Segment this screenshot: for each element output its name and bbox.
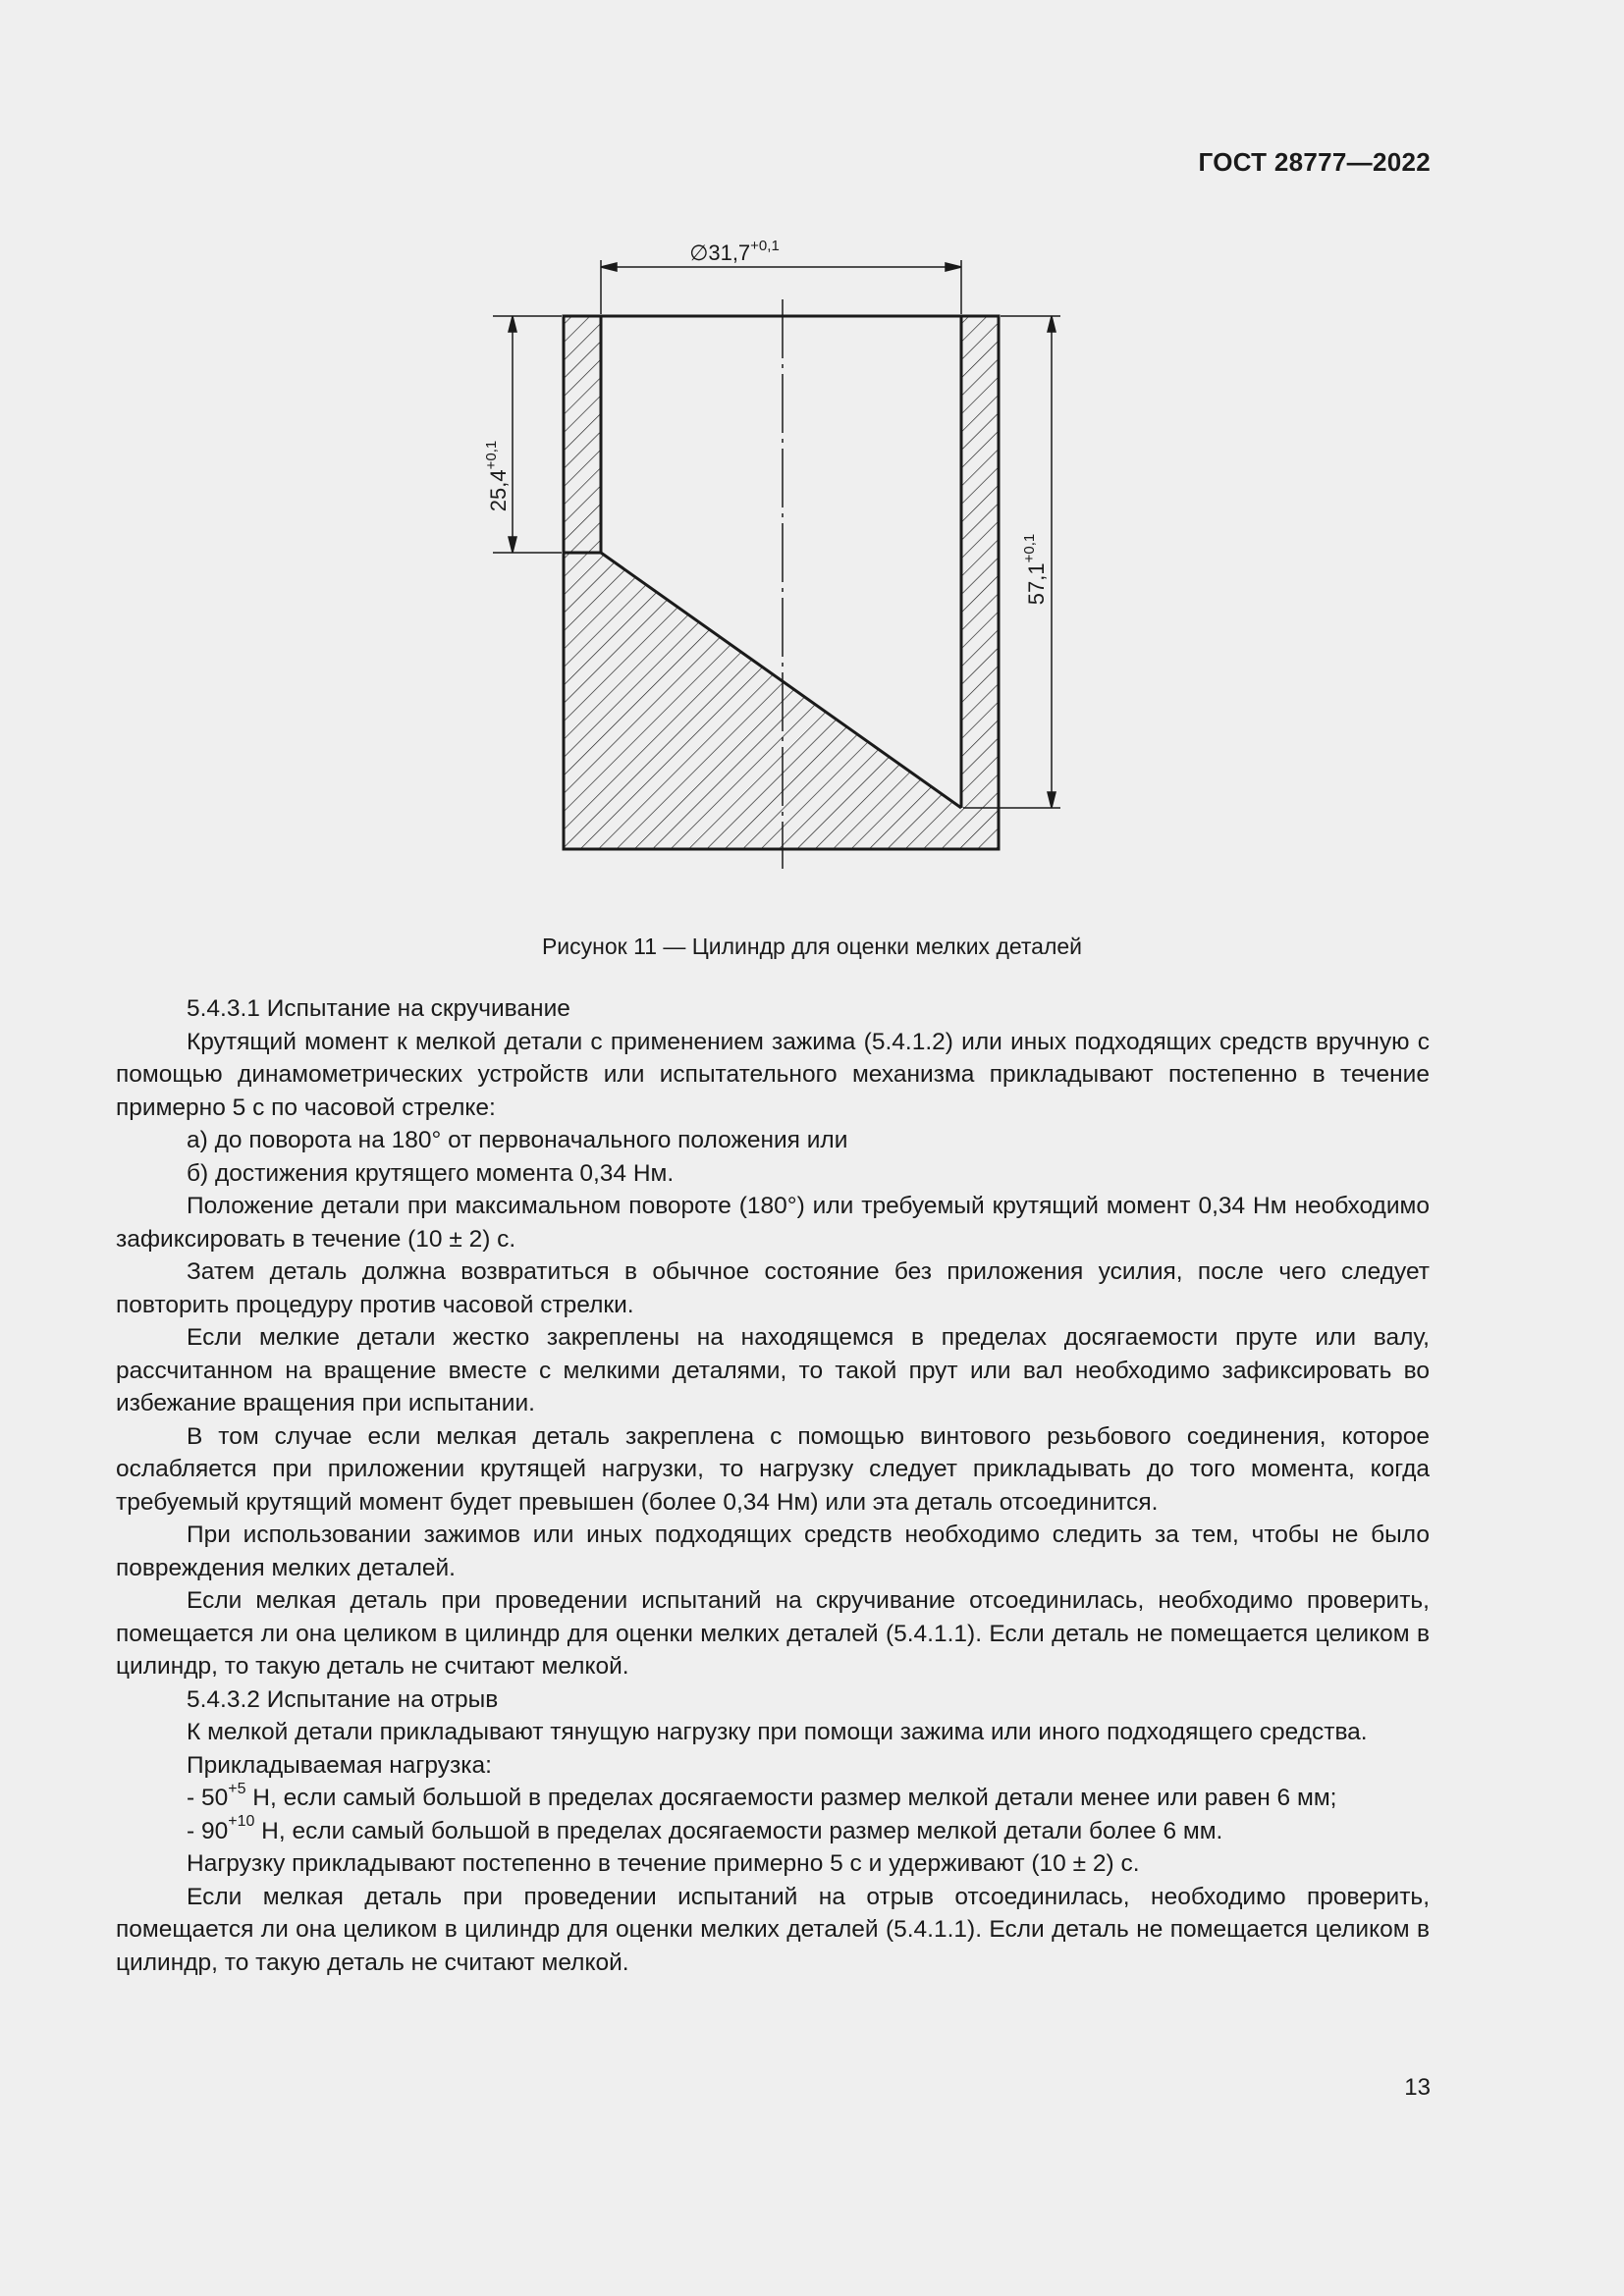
paragraph: Прикладываемая нагрузка: — [187, 1751, 492, 1779]
document-id: ГОСТ 28777—2022 — [1198, 147, 1431, 177]
section-heading-5-4-3-1: 5.4.3.1 Испытание на скручивание — [187, 995, 570, 1022]
dim-left-label: $25,4^{+0,1}$ — [483, 440, 511, 512]
paragraph: Нагрузку прикладывают постепенно в течение примерно 5 с и удерживают (10 ± 2) с. — [187, 1850, 1140, 1877]
load-item-1: - $50^{+5}$ Н, если самый большой в пределах досягаемости размер мелкой детали менее или равен 6 мм; — [187, 1780, 1337, 1811]
paragraph: В том случае если мелкая деталь закреплена с помощью винтового резьбового соединения, которое ослабляется при приложении крутящей нагрузки, то нагрузку следует прикладывать до того момента, когда требуемый крутящий момент будет превышен (более 0,34 Нм) или эта деталь отсоединится. — [116, 1422, 1430, 1516]
list-item-a: а) до поворота на 180° от первоначального положения или — [187, 1127, 848, 1153]
dim-right-label: $57,1^{+0,1}$ — [1021, 533, 1049, 606]
paragraph: Если мелкие детали жестко закреплены на находящемся в пределах досягаемости пруте или валу, рассчитанном на вращение вместе с мелкими деталями, то такой прут или вал необходимо зафиксировать во избежание вращения при испытании. — [116, 1324, 1430, 1416]
paragraph: Если мелкая деталь при проведении испытаний на отрыв отсоединилась, необходимо проверить, помещается ли она целиком в цилиндр для оценки мелких деталей (5.4.1.1). Если деталь не помещается целиком в цилиндр, то такую деталь не считают мелкой. — [116, 1883, 1430, 1976]
paragraph: При использовании зажимов или иных подходящих средств необходимо следить за тем, чтобы не было повреждения мелких деталей. — [116, 1522, 1430, 1581]
paragraph: Крутящий момент к мелкой детали с применением зажима (5.4.1.2) или иных подходящих средств вручную с помощью динамометрических устройств или испытательного механизма прикладывают постепенно в течение примерно 5 с по часовой стрелке: — [116, 1028, 1430, 1121]
page-number: 13 — [1404, 2074, 1431, 2101]
dim-diameter-label: $\emptyset 31,7^{+0,1}$ — [689, 238, 780, 265]
right-wall — [564, 316, 999, 849]
body-text — [116, 992, 1430, 1979]
cylinder-drawing — [432, 221, 1060, 879]
paragraph: К мелкой детали прикладывают тянущую нагрузку при помощи зажима или иного подходящего средства. — [187, 1719, 1368, 1745]
left-wall — [564, 316, 601, 553]
paragraph: Положение детали при максимальном повороте (180°) или требуемый крутящий момент 0,34 Нм необходимо зафиксировать в течение (10 ± 2) с. — [116, 1193, 1430, 1253]
paragraph: Затем деталь должна возвратиться в обычное состояние без приложения усилия, после чего следует повторить процедуру против часовой стрелки. — [116, 1258, 1430, 1318]
load-item-2: - $90^{+10}$ Н, если самый большой в пределах досягаемости размер мелкой детали более 6 мм. — [187, 1813, 1223, 1844]
figure-caption: Рисунок 11 — Цилиндр для оценки мелких деталей — [541, 934, 1083, 959]
paragraph: Если мелкая деталь при проведении испытаний на скручивание отсоединилась, необходимо проверить, помещается ли она целиком в цилиндр для оценки мелких деталей (5.4.1.1). Если деталь не помещается целиком в цилиндр, то такую деталь не считают мелкой. — [116, 1587, 1430, 1680]
section-heading-5-4-3-2: 5.4.3.2 Испытание на отрыв — [187, 1685, 499, 1713]
list-item-b: б) достижения крутящего момента 0,34 Нм. — [187, 1159, 675, 1187]
cylinder-svg — [432, 221, 1060, 879]
